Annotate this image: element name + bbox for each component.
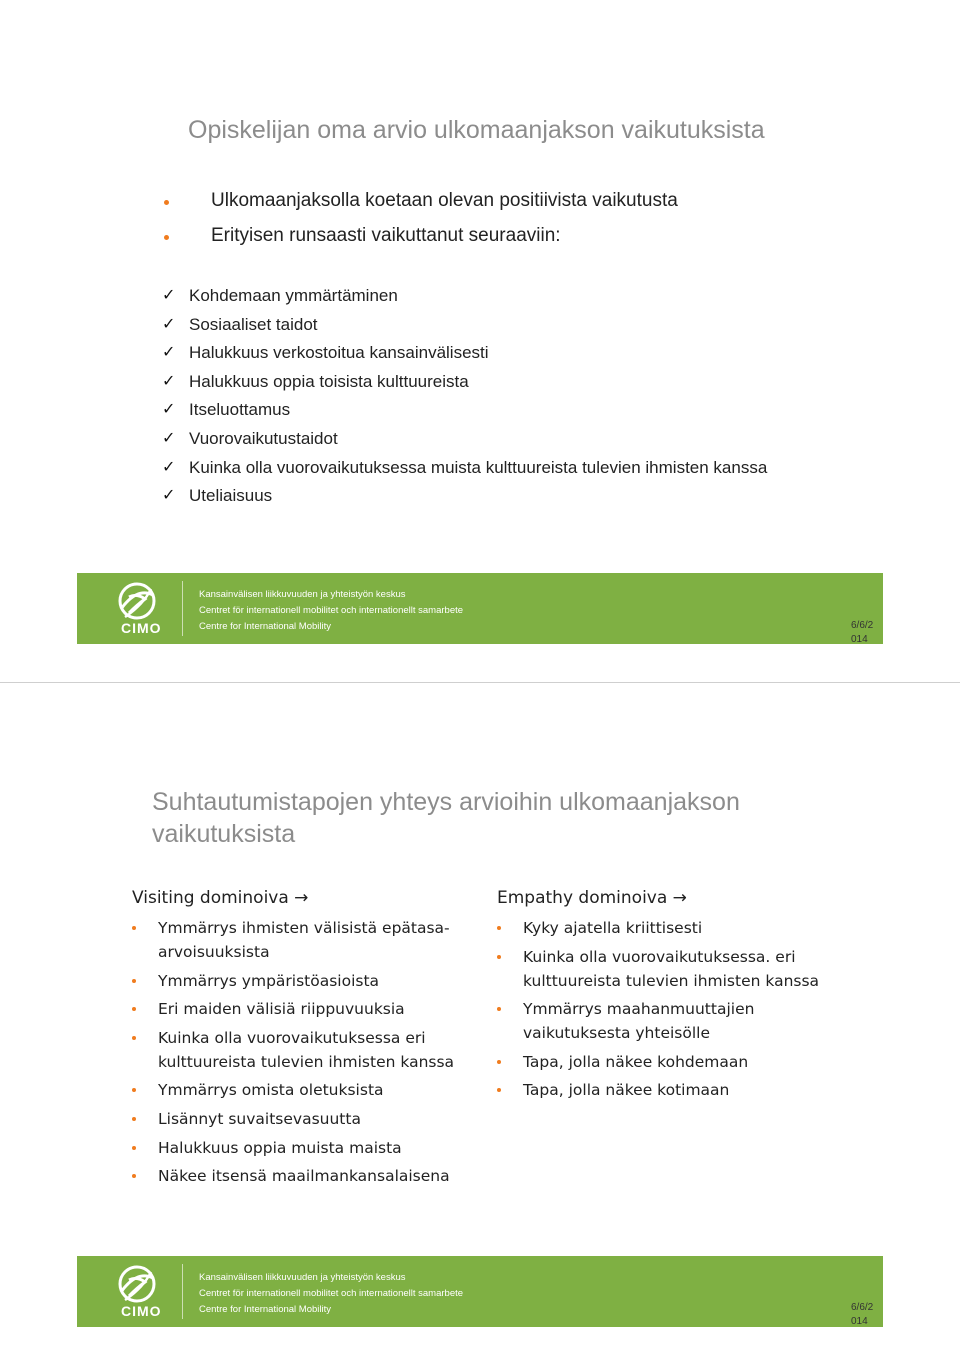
list-item: Erityisen runsaasti vaikuttanut seuraaviin: [164,225,678,260]
footer-line-en: Centre for International Mobility [199,621,332,632]
slide-date: 6/6/2 014 [851,620,874,645]
bullet-dot-icon [132,1117,136,1121]
list-item: Tapa, jolla näkee kohdemaan [497,1050,857,1074]
bullet-dot-icon [132,1007,136,1011]
bullet-dot-icon [497,1007,501,1011]
slide-1-bullet-list [164,190,678,260]
list-item: Lisännyt suvaitsevasuutta [132,1107,482,1131]
bullet-dot-icon [497,1088,501,1092]
bullet-dot-icon [132,1174,136,1178]
list-item: Ymmärrys maahanmuuttajien vaikutuksesta yhteisölle [497,997,803,1045]
list-item: ✓ Vuorovaikutustaidot [162,427,789,451]
checkmark-icon: ✓ [162,429,176,447]
visiting-column [132,886,482,1193]
checkmark-icon: ✓ [162,315,176,333]
list-item: Ymmärrys omista oletuksista [132,1078,482,1102]
bullet-dot-icon [132,926,136,930]
list-item: Tapa, jolla näkee kotimaan [497,1078,857,1102]
list-item: Ymmärrys ihmisten välisistä epätasa-arvoisuuksista [132,916,458,964]
slide-1 [0,0,960,682]
list-item: ✓ Halukkuus oppia toisista kulttuureista [162,370,789,394]
slide-1-check-list [162,284,789,513]
bullet-dot-icon [132,1088,136,1092]
list-item: Eri maiden välisiä riippuvuuksia [132,997,482,1021]
footer-line-fi: Kansainvälisen liikkuvuuden ja yhteistyön keskus [199,589,406,600]
empathy-heading: Empathy dominoiva → [497,888,687,908]
checkmark-icon: ✓ [162,372,176,390]
bullet-dot-icon [164,200,169,205]
cimo-logo-text: CIMO [121,620,162,636]
empathy-column [497,886,857,1107]
cimo-logo-text: CIMO [121,1303,162,1319]
list-item: ✓ Halukkuus verkostoitua kansainvälisesti [162,341,789,365]
bullet-dot-icon [497,955,501,959]
list-item: ✓ Itseluottamus [162,398,789,422]
footer-text [199,587,463,635]
list-item: ✓ Kuinka olla vuorovaikutuksessa muista kulttuureista tulevien ihmisten kanssa [162,456,789,480]
cimo-footer-banner [77,1256,883,1327]
list-item: Näkee itsensä maailmankansalaisena [132,1164,482,1188]
footer-text [199,1270,463,1318]
checkmark-icon: ✓ [162,487,176,505]
list-item: Kuinka olla vuorovaikutuksessa. eri kulttuureista tulevien ihmisten kanssa [497,945,857,993]
bullet-dot-icon [132,979,136,983]
checkmark-icon: ✓ [162,401,176,419]
bullet-dot-icon [497,1060,501,1064]
footer-line-sv: Centret för internationell mobilitet och internationellt samarbete [199,605,464,616]
footer-line-en: Centre for International Mobility [199,1304,332,1315]
list-item: ✓ Kohdemaan ymmärtäminen [162,284,789,308]
bullet-dot-icon [132,1036,136,1040]
footer-divider [182,1264,183,1319]
list-item: ✓ Sosiaaliset taidot [162,313,789,337]
bullet-dot-icon [132,1146,136,1150]
slide-2-title: Suhtautumistapojen yhteys arvioihin ulkomaanjakson vaikutuksista [152,788,740,848]
cimo-footer-banner [77,573,883,644]
visiting-list [132,916,482,1188]
list-item: ✓ Uteliaisuus [162,484,789,508]
checkmark-icon: ✓ [162,458,176,476]
slide-date: 6/6/2 014 [851,1302,874,1327]
list-item: Kuinka olla vuorovaikutuksessa eri kulttuureista tulevien ihmisten kanssa [132,1026,482,1074]
checkmark-icon: ✓ [162,344,176,362]
footer-line-sv: Centret för internationell mobilitet och internationellt samarbete [199,1288,464,1299]
page-divider [0,682,960,683]
empathy-list [497,916,857,1102]
visiting-heading: Visiting dominoiva → [132,888,309,908]
list-item: Kyky ajatella kriittisesti [497,916,857,940]
bullet-dot-icon [497,926,501,930]
footer-divider [182,581,183,636]
bullet-dot-icon [164,235,169,240]
footer-line-fi: Kansainvälisen liikkuvuuden ja yhteistyön keskus [199,1272,406,1283]
checkmark-icon: ✓ [162,287,176,304]
slide-1-title: Opiskelijan oma arvio ulkomaanjakson vaikutuksista [188,116,765,144]
list-item: Ymmärrys ympäristöasioista [132,969,482,993]
list-item: Halukkuus oppia muista maista [132,1136,482,1160]
list-item: Ulkomaanjaksolla koetaan olevan positiivista vaikutusta [164,190,678,225]
